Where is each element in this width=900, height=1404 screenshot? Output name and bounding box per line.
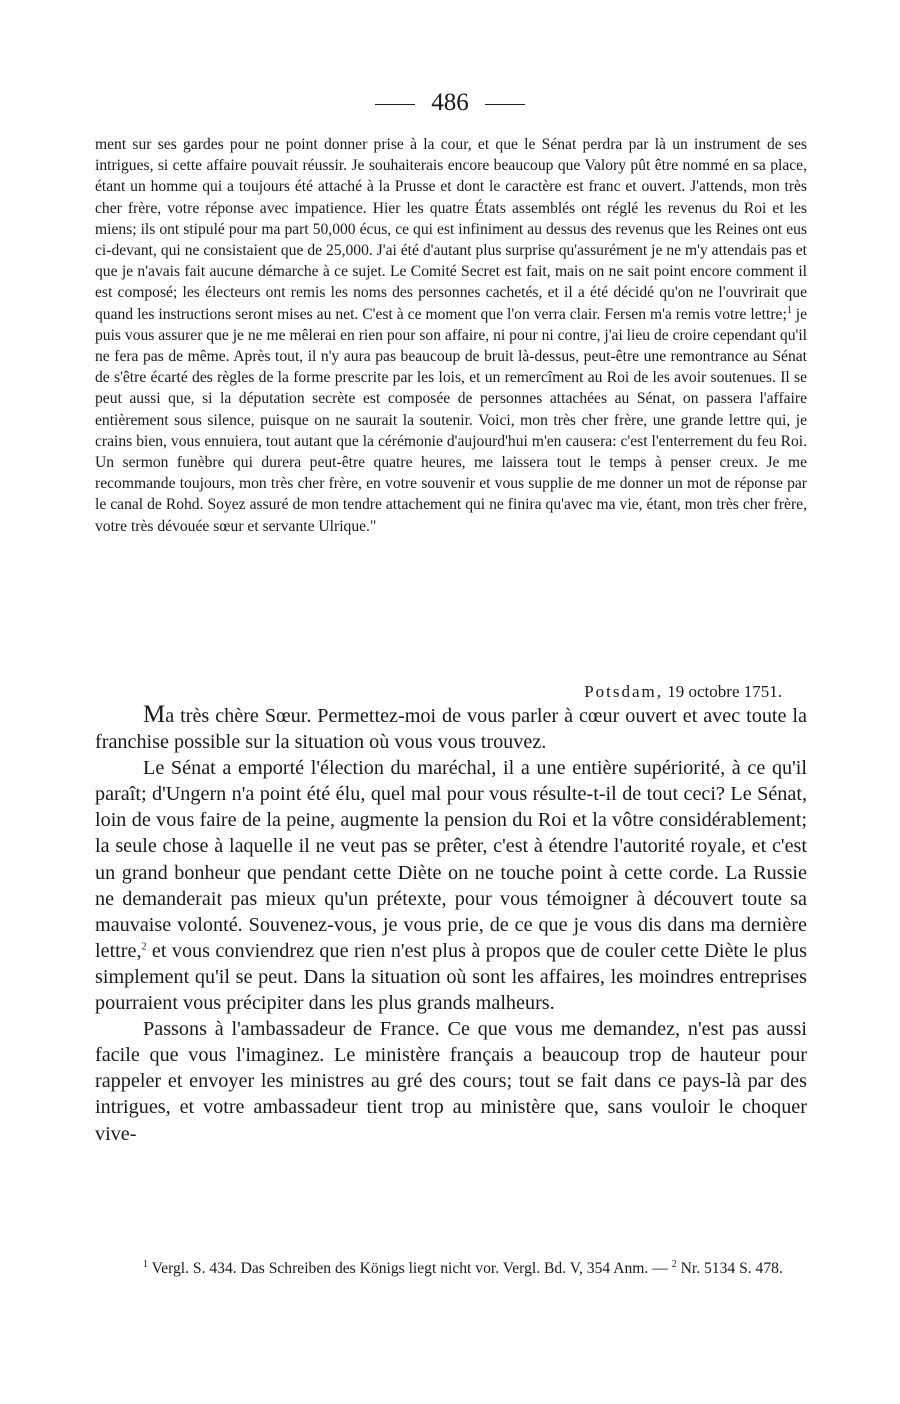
reply-text-2a: Le Sénat a emporté l'élection du maréchal, il a une entière supériorité, à ce qu'il paraît; d'Ungern n'a point été élu, quel mal pour vous résulte-t-il de tout ceci? Le Sénat, loin de vous faire de la peine, augmente la pension du Roi et la vôtre considérablement; la seule chose à laquelle il ne veut pas se prêter, c'est à étendre l'autorité royale, et c'est un grand bonheur que pendant cette Diète on ne touche point à cette corde. La Russie ne demanderait pas mieux qu'un prétexte, pour vous témoigner à découvert toute sa mauvaise volonté. Souvenez-vous, je vous prie, de ce que je vous dis dans ma dernière lettre, [95, 757, 807, 962]
letter-text-part-1: ment sur ses gardes pour ne point donner prise à la cour, et que le Sénat perdra par là un instrument de ses intrigues, si cette affaire pouvait réussir. Je souhaiterais encore beaucoup que Valory pût être nommé en sa place, étant un homme qui a toujours été attaché à la Prusse et dont le caractère est franc et ouvert. J'attends, mon très cher frère, votre réponse avec impatience. Hier les quatre États assemblés ont réglé les revenus du Roi et les miens; ils ont stipulé pour ma part 50,000 écus, ce qui est infiniment au dessus des revenus que les Reines ont eus ci-devant, qui ne consistaient que de 25,000. J'ai été d'autant plus surprise qu'assurément je ne m'y attendais pas et que je n'avais fait aucune démarche à ce sujet. Le Comité Secret est fait, mais on ne sait point encore comment il est composé; les électeurs ont remis les noms des personnes cachetés, et il a été décidé qu'on ne l'ouvrirait que quand les instructions seront mises au net. C'est à ce moment que l'on verra clair. Fersen m'a remis votre lettre; [95, 136, 807, 323]
page-header [0, 88, 900, 118]
footnote-ref: 2 [141, 941, 147, 953]
footnote-text-1: Vergl. S. 434. Das Schreiben des Königs liegt nicht vor. Vergl. Bd. V, 354 Anm. — [148, 1260, 672, 1277]
footnote-block [95, 1258, 807, 1279]
footnotes [95, 1258, 807, 1279]
reply-paragraph-2 [95, 755, 807, 1016]
initial-capital: M [143, 701, 166, 728]
header-rule-right [485, 104, 525, 105]
letter-text-part-2: je puis vous assurer que je ne me mêlerai en rien pour son affaire, ni pour ni contre, j'ai lieu de croire cependant qu'il ne fera pas de même. Après tout, il n'y aura pas beaucoup de bruit là-dessus, peut-être une remontrance au Sénat de s'être écarté des règles de la forme prescrite par les lois, et un remercîment au Roi de les avoir soutenues. Il se peut aussi que, si la députation secrète est composée de personnes attachées au Sénat, on passera l'affaire entièrement sous silence, puisque on ne saurait la soutenir. Voici, mon très cher frère, une grande lettre qui, je crains bien, vous ennuiera, tout autant que la cérémonie d'aujourd'hui m'en causera: c'est l'enterrement du feu Roi. Un sermon funèbre qui durera peut-être quatre heures, me laissera tout le temps à penser creux. Je me recommande toujours, mon très cher frère, en votre souvenir et vous supplie de me donner un mot de réponse par le canal de Rohd. Soyez assuré de mon tendre attachement qui ne finira qu'avec ma vie, étant, mon très cher frère, votre très dévouée sœur et servante Ulrique." [95, 305, 808, 535]
page-number: 486 [431, 89, 469, 116]
quoted-letter-tail [95, 134, 807, 537]
letter-paragraph [95, 134, 807, 537]
reply-text-3: Passons à l'ambassadeur de France. Ce que vous me demandez, n'est pas aussi facile que vous l'imaginez. Le ministère français a beaucoup trop de hauteur pour rappeler et envoyer les ministres au gré des cours; tout se fait dans ce pays-là par des intrigues, et votre ambassadeur tient trop au ministère que, sans vouloir le choquer vive- [95, 1018, 807, 1145]
reply-text-1: a très chère Sœur. Permettez-moi de vous parler à cœur ouvert et avec toute la franchise possible sur la situation où vous vous trouvez. [95, 705, 807, 754]
dateline-place: Potsdam, [584, 682, 664, 701]
reply-letter [95, 702, 807, 1147]
footnote-mark-2: 2 [671, 1258, 677, 1270]
reply-text-2b: et vous conviendrez que rien n'est plus à propos que de couler cette Diète le plus simplement qu'il se peut. Dans la situation où sont les affaires, les moindres entreprises pourraient vous précipiter dans les plus grands malheurs. [95, 939, 807, 1015]
dateline [420, 681, 782, 703]
dateline-date: 19 octobre 1751. [667, 682, 782, 701]
footnote-text-2: Nr. 5134 S. 478. [676, 1260, 783, 1277]
reply-paragraph-1 [95, 702, 807, 755]
reply-paragraph-3 [95, 1016, 807, 1146]
footnote-ref: 1 [786, 304, 792, 316]
header-rule-left [375, 104, 415, 105]
footnote-mark-1: 1 [143, 1258, 148, 1270]
